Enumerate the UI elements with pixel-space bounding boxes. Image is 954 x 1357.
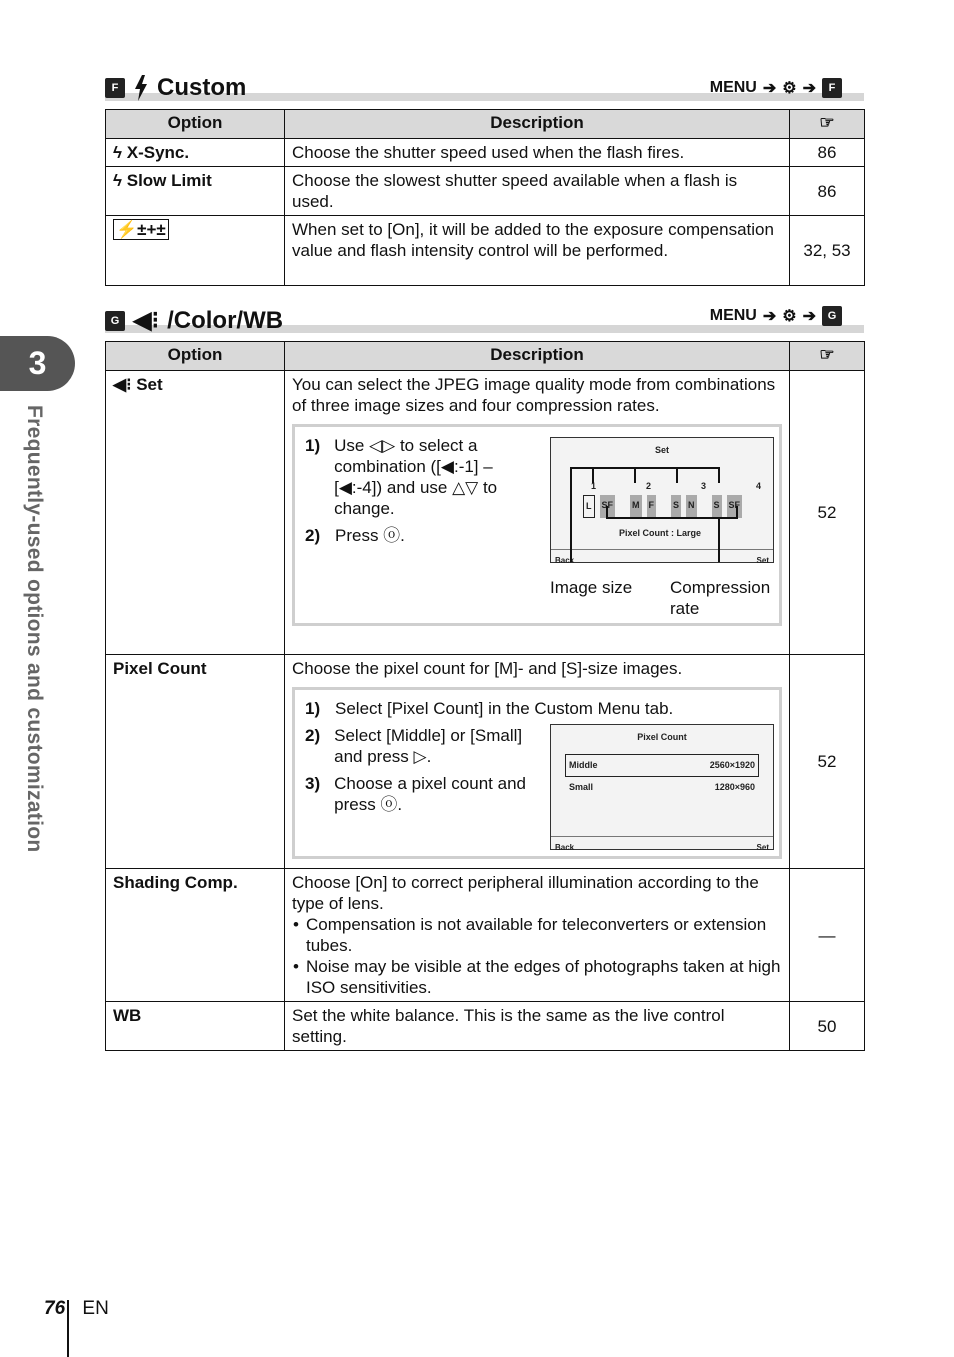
section1-title: F Custom [105,74,246,102]
pixel-count-instructions-box [292,687,782,859]
footer-divider [67,1300,69,1357]
table-row: ϟ Slow Limit Choose the slowest shutter speed available when a flash is used. 86 [106,167,865,216]
flash-exposure-compensation-icon: ⚡±+± [113,219,169,240]
instruction-step: 1) Select [Pixel Count] in the Custom Menu tab. [305,699,674,718]
gear-icon: ⚙ [782,308,797,325]
table-row: ◀⁝ Set You can select the JPEG image quality mode from combinations of three image sizes and four compression rates. 1) Use ◁▷ to select a combination ([◀:-1] – [◀:-4]) and use △▽ to change. 2) Press ⓞ. Set 1 2 3 4 L SF M F S N S SF Pixel Count : Large Back Set Image size Compression rate 52 [106,371,865,655]
section2-menu-path: MENU ➔ ⚙ ➔ G [710,306,842,326]
camera-screen-pixel-count: Pixel Count Middle 2560×1920 Small 1280×960 Back Set [550,724,774,850]
reference-icon: ☞ [790,342,865,371]
arrow-right-icon: ➔ [762,308,777,325]
flash-icon: ϟ [113,171,122,190]
table-row: Shading Comp. Choose [On] to correct peripheral illumination according to the type of lens. • Compensation is not available for teleconverters or extension tubes. • Noise may be visible at the edges of photographs taken at high ISO sensitivities. — [106,869,865,1002]
reference-icon: ☞ [790,110,865,139]
table-row: WB Set the white balance. This is the same as the live control setting. 50 [106,1002,865,1051]
image-quality-icon: ◀⁝ [133,307,160,334]
custom-tab-g-icon: G [822,306,842,326]
table-header-row: Option Description ☞ [106,342,865,371]
custom-tab-f-icon: F [105,78,125,98]
section1-table [105,109,865,286]
section1-menu-path: MENU ➔ ⚙ ➔ F [710,78,842,98]
set-instructions-box [292,424,782,626]
table-row: Pixel Count Choose the pixel count for [M]- and [S]-size images. 1) Select [Pixel Count] in the Custom Menu tab. 2) Select [Middle] or [Small] and press ▷. 3) Choose a pixel count and press ⓞ. Pixel Count Middle 2560×1920 Small 1280×960 Back Set 52 [106,655,865,869]
screen-row-middle: Middle 2560×1920 [565,754,759,777]
callout-compression-rate: Compression rate [670,578,771,618]
instruction-step: 3) Choose a pixel count and press ⓞ. [305,774,526,814]
gear-icon: ⚙ [782,80,797,97]
custom-tab-f-icon: F [822,78,842,98]
table-header-row: Option Description ☞ [106,110,865,139]
quality-codes: L SF M F S N S SF [583,495,768,518]
chapter-title: Frequently-used options and customization [23,405,46,853]
camera-screen-set: Set 1 2 3 4 L SF M F S N S SF Pixel Count : Large Back Set [550,437,774,563]
arrow-right-icon: ➔ [802,308,816,325]
arrow-right-icon: ➔ [762,80,777,97]
instruction-step: 2) Press ⓞ. [305,526,405,545]
custom-tab-g-icon: G [105,311,125,331]
callout-lines [551,438,773,562]
arrow-right-icon: ➔ [802,80,816,97]
flash-icon: ϟ [113,143,122,162]
image-quality-icon: ◀⁝ [113,375,132,394]
callout-image-size: Image size [550,578,633,597]
table-row: ⚡±+± When set to [On], it will be added to the exposure compensation value and flash intensity control will be performed. 32, 53 [106,216,865,286]
screen-row-small: Small 1280×960 [569,782,755,792]
instruction-step: 1) Use ◁▷ to select a combination ([◀:-1] – [◀:-4]) and use △▽ to change. [305,436,498,518]
flash-icon [133,75,149,101]
section2-title: G ◀⁝ /Color/WB [105,306,283,335]
bullet-list: • Compensation is not available for teleconverters or extension tubes. • Noise may be visible at the edges of photographs taken at high ISO sensitivities. [292,914,782,998]
instruction-step: 2) Select [Middle] or [Small] and press ▷. [305,726,523,766]
page-footer: 76 EN [44,1298,109,1319]
section2-table [105,341,865,1051]
table-row: ϟ X-Sync. Choose the shutter speed used when the flash fires. 86 [106,139,865,167]
chapter-tab: 3 [0,336,75,391]
